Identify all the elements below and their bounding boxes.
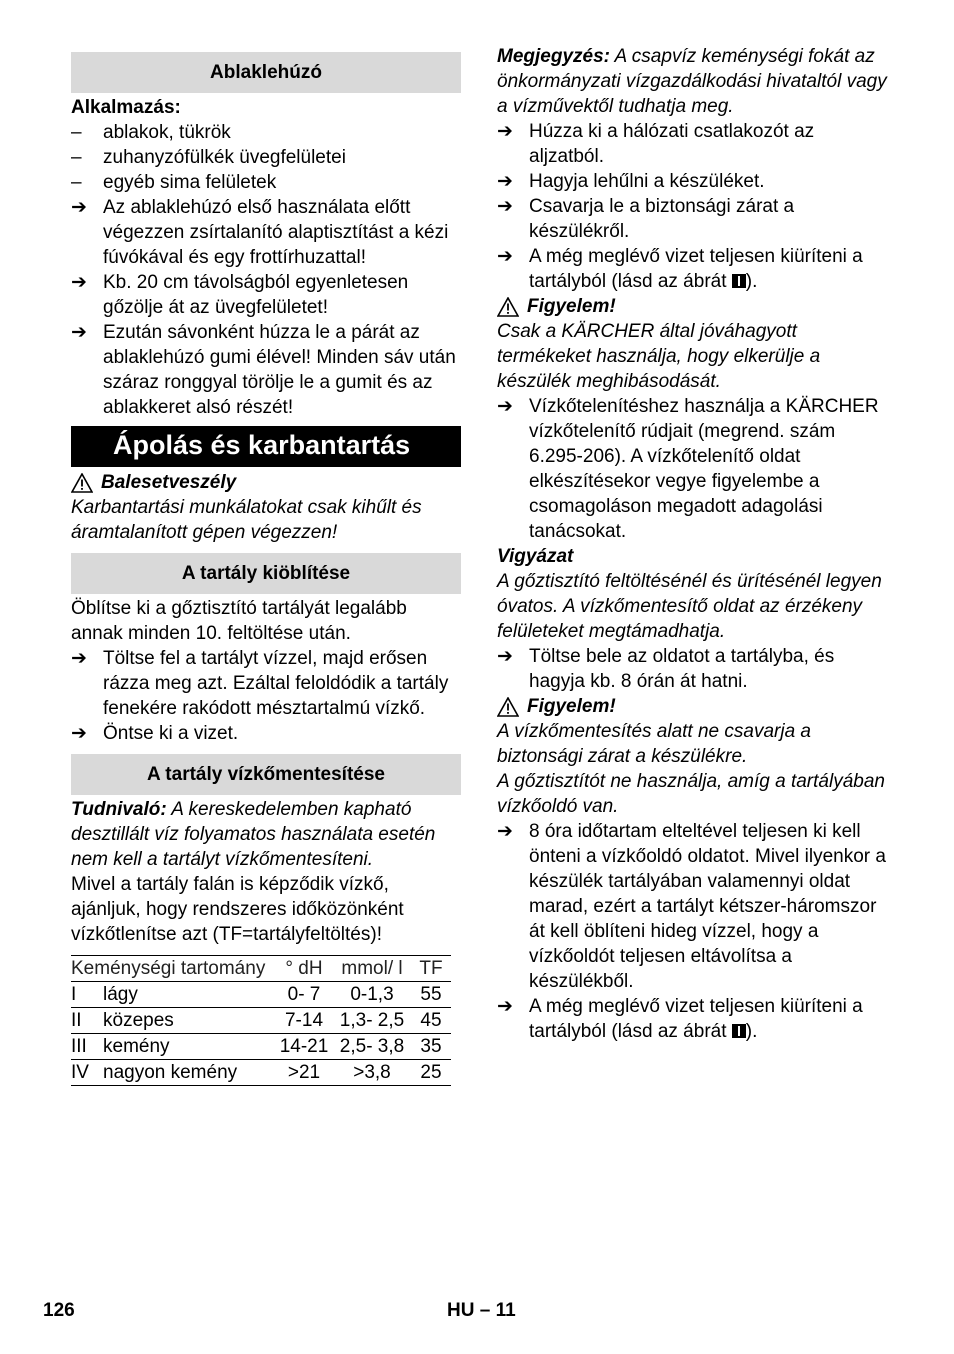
danger-warning: Balesetveszély <box>71 470 461 495</box>
list-item: – zuhanyzófülkék üvegfelületei <box>71 147 346 168</box>
step-item: ➔ Ezután sávonként húzza le a párát az ablaklehúzó gumi élével! Minden sáv után száraz ronggyal törölje le a gumit és az ablakkeret alsó részét! <box>71 322 456 418</box>
attention-text: A gőztisztítót ne használja, amíg a tartályában vízkőoldó van. <box>497 771 885 817</box>
left-column <box>71 44 461 1086</box>
page-number: 126 <box>43 1300 75 1321</box>
step-item: ➔ Kb. 20 cm távolságból egyenletesen gőzölje át az üvegfelületet! <box>71 272 409 318</box>
table-row: IV nagyon kemény >21 >3,8 25 <box>71 1060 451 1086</box>
step-item: ➔ Hagyja lehűlni a készüléket. <box>497 171 765 192</box>
caution-label: Vigyázat <box>497 546 574 567</box>
figure-reference-icon <box>732 1024 746 1038</box>
arrow-icon: ➔ <box>497 121 513 142</box>
arrow-icon: ➔ <box>71 272 87 293</box>
warning-triangle-icon <box>497 297 519 317</box>
attention-warning: Figyelem! <box>497 694 889 719</box>
arrow-icon: ➔ <box>497 171 513 192</box>
table-row: III kemény 14-21 2,5- 3,8 35 <box>71 1034 451 1060</box>
section-heading-tank-rinse: A tartály kiöblítése <box>71 553 461 594</box>
arrow-icon: ➔ <box>497 196 513 217</box>
attention-warning: Figyelem! <box>497 294 889 319</box>
arrow-icon: ➔ <box>497 246 513 267</box>
list-item: – egyéb sima felületek <box>71 172 277 193</box>
remark-paragraph: Megjegyzés: A csapvíz keménységi fokát az önkormányzati vízgazdálkodási hivataltól vagy a vízművektől tudhatja meg. <box>497 46 887 117</box>
table-header-row: Keménységi tartomány ° dH mmol/ l TF <box>71 956 451 982</box>
step-item: ➔ 8 óra időtartam elteltével teljesen ki kell önteni a vízkőoldó oldatot. Mivel ilyenkor a készülék tartályában valamennyi oldat marad, ezért a tartályt kétszer-háromszor át kell öblíteni hideg vízzel, hogy a vízkőoldót teljesen eltávolítsa a készülékből. <box>497 821 886 992</box>
section-heading-window-squeegee: Ablaklehúzó <box>71 52 461 93</box>
step-item: ➔ Töltse fel a tartályt vízzel, majd erősen rázza meg azt. Ezáltal feloldódik a tartály fenekére rakódott mésztartalmú vízkő. <box>71 648 449 719</box>
step-item: ➔ Vízkőtelenítéshez használja a KÄRCHER vízkőtelenítő rúdjait (megrend. szám 6.295-206). A vízkőtelenítő oldat elkészítésekor vegye figyelembe a csomagoláson megadott adagolási tanácsokat. <box>497 396 879 542</box>
arrow-icon: ➔ <box>71 648 87 669</box>
table-row: I lágy 0- 7 0-1,3 55 <box>71 982 451 1008</box>
attention-text: A vízkőmentesítés alatt ne csavarja a biztonsági zárat a készülékre. <box>497 721 812 767</box>
arrow-icon: ➔ <box>71 322 87 343</box>
arrow-icon: ➔ <box>497 821 513 842</box>
attention-text: Csak a KÄRCHER által jóváhagyott termékeket használja, hogy elkerülje a készülék meghibásodását. <box>497 321 821 392</box>
danger-text: Karbantartási munkálatokat csak kihűlt és áramtalanított gépen végezzen! <box>71 497 422 543</box>
step-item: ➔ Csavarja le a biztonsági zárat a készülékről. <box>497 196 795 242</box>
page-label: HU – 11 <box>447 1300 516 1321</box>
paragraph: Öblítse ki a gőztisztító tartályát legalább annak minden 10. feltöltése után. <box>71 598 407 644</box>
main-section-title: Ápolás és karbantartás <box>71 426 461 467</box>
arrow-icon: ➔ <box>497 646 513 667</box>
figure-reference-icon <box>732 274 746 288</box>
right-column <box>497 44 889 1044</box>
arrow-icon: ➔ <box>497 396 513 417</box>
list-item: – ablakok, tükrök <box>71 122 231 143</box>
arrow-icon: ➔ <box>71 197 87 218</box>
hardness-table <box>71 955 451 1086</box>
note-paragraph: Tudnivaló: A kereskedelemben kapható desztillált víz folyamatos használata esetén nem kell a tartályt vízkőmentesíteni. <box>71 799 436 870</box>
arrow-icon: ➔ <box>71 723 87 744</box>
usage-label: Alkalmazás: <box>71 97 181 118</box>
arrow-icon: ➔ <box>497 996 513 1017</box>
step-item: ➔ Húzza ki a hálózati csatlakozót az aljzatból. <box>497 121 815 167</box>
caution-text: A gőztisztító feltöltésénél és ürítésénél legyen óvatos. A vízkőmentesítő oldat az érzékeny felületeket megtámadhatja. <box>497 571 882 642</box>
warning-triangle-icon <box>71 473 93 493</box>
step-item: ➔ A még meglévő vizet teljesen kiüríteni a tartályból (lásd az ábrát ). <box>497 996 863 1042</box>
step-item: ➔ Töltse bele az oldatot a tartályba, és hagyja kb. 8 órán át hatni. <box>497 646 835 692</box>
step-item: ➔ A még meglévő vizet teljesen kiüríteni a tartályból (lásd az ábrát ). <box>497 246 863 292</box>
section-heading-tank-descaling: A tartály vízkőmentesítése <box>71 754 461 795</box>
step-item: ➔ Öntse ki a vizet. <box>71 723 239 744</box>
paragraph: Mivel a tartály falán is képződik vízkő, ajánljuk, hogy rendszeres időközönként vízkőtlenítse azt (TF=tartályfeltöltés)! <box>71 874 404 945</box>
step-item: ➔ Az ablaklehúzó első használata előtt végezzen zsírtalanító alaptisztítást a kézi fúvókával és egy frottírhuzattal! <box>71 197 449 268</box>
table-row: II közepes 7-14 1,3- 2,5 45 <box>71 1008 451 1034</box>
warning-triangle-icon <box>497 697 519 717</box>
